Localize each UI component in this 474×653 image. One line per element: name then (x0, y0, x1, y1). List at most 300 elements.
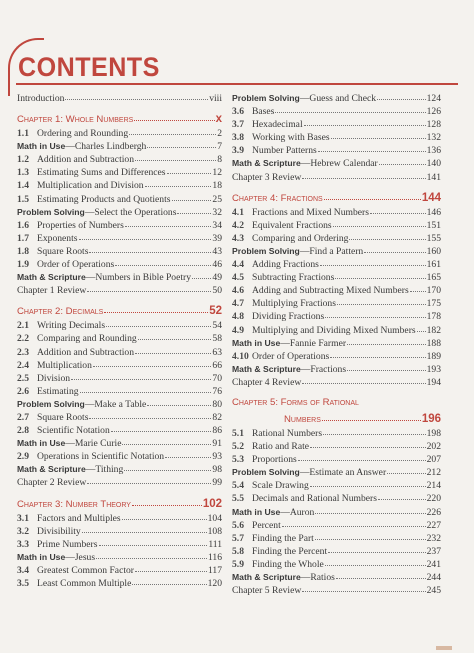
lesson-number: 5.2 (232, 441, 244, 453)
entry-title: Subtracting Fractions (252, 272, 335, 284)
page-number: 34 (212, 219, 222, 231)
entry-title: Decimals and Rational Numbers (252, 493, 377, 505)
lesson-number: 4.8 (232, 311, 244, 323)
dot-leader (328, 544, 425, 553)
entry-title: Working with Bases (252, 132, 330, 144)
entry-title: Multiplication and Division (37, 180, 144, 192)
entry-title: Adding and Subtracting Mixed Numbers (252, 285, 409, 297)
entry-title: Scientific Notation (37, 425, 110, 437)
lesson-number: 4.4 (232, 259, 244, 271)
toc-section (17, 303, 222, 489)
entry-title: Introduction (17, 93, 65, 104)
entry-title: —Make a Table (84, 398, 147, 410)
chapter-title: Chapter 5: Forms of Rational (232, 396, 359, 408)
entry-title: Square Roots (37, 245, 89, 257)
entry-title: Chapter 4 Review (232, 376, 302, 388)
dot-leader (82, 524, 207, 533)
page-number: 132 (426, 132, 441, 144)
page-number: 111 (208, 538, 222, 550)
chapter-heading[interactable] (17, 496, 222, 512)
entry-title: Properties of Numbers (37, 219, 124, 231)
entry-title: Proportions (252, 454, 297, 466)
lesson-number: 3.8 (232, 132, 244, 144)
page-number: 25 (212, 193, 222, 205)
toc-entry[interactable] (232, 310, 441, 323)
feature-label: Math & Scripture (232, 158, 301, 169)
page-number: 194 (426, 376, 441, 388)
lesson-number: 5.6 (232, 519, 244, 531)
entry-title: Writing Decimals (37, 320, 106, 332)
dot-leader (71, 371, 211, 380)
toc-section (232, 190, 441, 389)
dot-leader (322, 412, 421, 421)
lesson-number: 3.2 (17, 525, 29, 537)
lesson-number: 3.4 (17, 564, 29, 576)
page-number: 82 (212, 411, 222, 423)
feature-label: Math in Use (232, 506, 281, 517)
dot-leader (315, 531, 426, 540)
entry-title: Bases (252, 106, 275, 118)
feature-label: Problem Solving (17, 398, 85, 409)
dot-leader (135, 152, 216, 161)
toc-section (17, 111, 222, 297)
page-number: 63 (212, 346, 222, 358)
feature-label: Math & Scripture (17, 272, 86, 283)
lesson-number: 4.7 (232, 298, 244, 310)
lesson-number: 2.1 (17, 320, 29, 332)
page-number: 165 (426, 272, 441, 284)
entry-title: Least Common Multiple (37, 578, 132, 589)
entry-title: Factors and Multiples (37, 512, 121, 524)
entry-title: —Fractions (300, 363, 347, 375)
dot-leader (387, 465, 425, 474)
chapter-page-number: 196 (421, 412, 441, 425)
page-number: 136 (426, 145, 441, 157)
lesson-number: 1.5 (17, 193, 29, 205)
page-edge-mark (436, 646, 452, 650)
entry-title: —Jesus (65, 551, 96, 563)
lesson-number: 5.1 (232, 427, 244, 439)
dot-leader (135, 563, 207, 572)
dot-leader (325, 309, 425, 318)
dot-leader (337, 296, 426, 305)
page-number: 193 (426, 363, 441, 375)
page-number: 226 (426, 506, 441, 518)
page-number: 232 (426, 532, 441, 544)
entry-title: Order of Operations (37, 259, 115, 271)
page-number: 46 (212, 259, 222, 271)
lesson-number: 4.5 (232, 272, 244, 284)
feature-label: Math in Use (232, 337, 281, 348)
lesson-number: 1.2 (17, 154, 29, 166)
dot-leader (336, 570, 426, 579)
dot-leader (302, 375, 425, 384)
page-number: 93 (212, 451, 222, 463)
dot-leader (347, 336, 426, 345)
page-number: 126 (426, 106, 441, 118)
page-number: 49 (212, 272, 222, 284)
page-number: 245 (426, 585, 441, 597)
chapter-title: Chapter 2: Decimals (17, 306, 104, 318)
dot-leader (310, 478, 426, 487)
entry-title: Divisibility (37, 525, 81, 537)
entry-title: Equivalent Fractions (252, 219, 332, 231)
lesson-number: 2.3 (17, 346, 29, 358)
page-number: 128 (426, 119, 441, 131)
page-number: 170 (426, 285, 441, 297)
entry-title: Rational Numbers (252, 427, 323, 439)
toc-entry[interactable] (17, 577, 222, 590)
dot-leader (330, 349, 425, 358)
page-number: 76 (212, 385, 222, 397)
entry-title: Estimating (37, 385, 79, 397)
dot-leader (129, 126, 216, 135)
page-number: 198 (426, 427, 441, 439)
chapter-heading-continued[interactable] (232, 411, 441, 427)
dot-leader (377, 91, 426, 100)
dot-leader (318, 143, 426, 152)
page-number: 160 (426, 245, 441, 257)
page-number: 146 (426, 206, 441, 218)
dot-leader (134, 112, 214, 121)
feature-label: Problem Solving (232, 93, 300, 103)
dot-leader (79, 231, 212, 240)
toc-entry[interactable] (17, 284, 222, 297)
page-number: 220 (426, 493, 441, 505)
dot-leader (302, 170, 425, 179)
dot-leader (323, 426, 426, 435)
entry-title: Adding Fractions (252, 259, 319, 271)
entry-title: Finding the Whole (252, 558, 324, 570)
lesson-number: 5.4 (232, 480, 244, 492)
dot-leader (315, 505, 425, 514)
entry-title: Addition and Subtraction (37, 154, 134, 166)
page-number: 175 (426, 298, 441, 310)
page-number: 227 (426, 519, 441, 531)
chapter-title: Chapter 1: Whole Numbers (17, 114, 134, 126)
lesson-number: 2.9 (17, 451, 29, 463)
entry-title: —Guess and Check (299, 93, 377, 104)
chapter-page-number: 102 (202, 497, 222, 510)
feature-label: Math in Use (17, 438, 66, 449)
toc-section (17, 496, 222, 591)
dot-leader (165, 449, 211, 458)
entry-title: —Find a Pattern (299, 245, 364, 257)
lesson-number: 2.6 (17, 385, 29, 397)
entry-title: Square Roots (37, 411, 89, 423)
feature-label: Problem Solving (232, 245, 300, 256)
page-number: 120 (207, 578, 222, 589)
page-number: 12 (212, 167, 222, 179)
dot-leader (93, 358, 212, 367)
feature-label: Math in Use (17, 551, 66, 562)
entry-title: Multiplying and Dividing Mixed Numbers (252, 324, 416, 336)
page-number: 244 (426, 572, 441, 583)
lesson-number: 5.5 (232, 493, 244, 505)
entry-title: —Auron (280, 506, 315, 518)
lesson-number: 5.8 (232, 545, 244, 557)
page-number: 43 (212, 245, 222, 257)
toc-section (17, 92, 222, 105)
dot-leader (125, 218, 212, 227)
entry-title: Chapter 2 Review (17, 477, 87, 489)
page-number: 188 (426, 337, 441, 349)
entry-title: —Select the Operations (84, 206, 177, 218)
lesson-number: 1.7 (17, 232, 29, 244)
lesson-number: 4.2 (232, 219, 244, 231)
dot-leader (132, 497, 202, 506)
dot-leader (89, 244, 211, 253)
entry-title: Division (37, 372, 71, 384)
page-number: 2 (217, 128, 222, 140)
entry-title: Finding the Part (252, 532, 314, 544)
dot-leader (417, 323, 426, 332)
page-number: 8 (217, 154, 222, 166)
page-number: 151 (426, 219, 441, 231)
dot-leader (349, 231, 425, 240)
page-number: 39 (212, 232, 222, 244)
lesson-number: 3.1 (17, 512, 29, 524)
toc-section (232, 395, 441, 597)
entry-title: Comparing and Rounding (37, 333, 137, 345)
page-number: 161 (426, 259, 441, 271)
entry-title: Chapter 1 Review (17, 285, 87, 297)
lesson-number: 5.3 (232, 454, 244, 466)
lesson-number: 5.7 (232, 532, 244, 544)
lesson-number: 4.6 (232, 285, 244, 297)
toc-entry[interactable] (17, 92, 222, 105)
dot-leader (65, 91, 208, 100)
toc-entry[interactable] (17, 476, 222, 489)
page-number: 70 (212, 372, 222, 384)
page-number: 54 (212, 320, 222, 332)
lesson-number: 1.4 (17, 180, 29, 192)
page-number: 86 (212, 425, 222, 437)
dot-leader (304, 117, 426, 126)
lesson-number: 3.6 (232, 106, 244, 118)
entry-title: Ratio and Rate (252, 441, 310, 453)
entry-title: —Hebrew Calendar (300, 158, 378, 170)
entry-title: —Fannie Farmer (280, 337, 347, 349)
lesson-number: 5.9 (232, 558, 244, 570)
dot-leader (111, 423, 212, 432)
dot-leader (177, 205, 211, 214)
lesson-number: 1.8 (17, 245, 29, 257)
dot-leader (115, 257, 211, 266)
lesson-number: 4.3 (232, 232, 244, 244)
dot-leader (87, 475, 211, 484)
page-number: 32 (212, 206, 222, 218)
page-title: CONTENTS (18, 52, 160, 82)
dot-leader (135, 345, 211, 354)
dot-leader (167, 165, 212, 174)
entry-title: Scale Drawing (252, 480, 309, 492)
dot-leader (410, 283, 426, 292)
page-number: 50 (212, 285, 222, 297)
dot-leader (192, 270, 211, 279)
dot-leader (364, 244, 425, 253)
dot-leader (96, 550, 207, 559)
right-column (232, 92, 441, 597)
entry-title: Chapter 3 Review (232, 171, 302, 183)
lesson-number: 2.2 (17, 333, 29, 345)
chapter-heading[interactable] (232, 190, 441, 206)
left-column (17, 92, 222, 590)
entry-title: Multiplying Fractions (252, 298, 336, 310)
dot-leader (310, 439, 426, 448)
chapter-title-continued: Numbers (284, 413, 321, 425)
dot-leader (320, 257, 426, 266)
entry-title: Order of Operations (252, 350, 330, 362)
dot-leader (89, 410, 211, 419)
dot-leader (172, 192, 212, 201)
lesson-number: 1.6 (17, 219, 29, 231)
toc-entry[interactable] (232, 171, 441, 184)
chapter-title: Chapter 4: Fractions (232, 192, 323, 204)
page-number: 140 (426, 158, 441, 170)
dot-leader (122, 436, 211, 445)
entry-title: Multiplication (37, 359, 92, 371)
entry-title: Number Patterns (252, 145, 317, 157)
entry-title: Finding the Percent (252, 545, 328, 557)
dot-leader (379, 156, 426, 165)
page-number: 202 (426, 441, 441, 453)
page-number: 98 (212, 464, 222, 476)
lesson-number: 2.8 (17, 425, 29, 437)
entry-title: —Ratios (300, 572, 335, 583)
entry-title: —Charles Lindbergh (65, 141, 147, 153)
dot-leader (324, 191, 421, 200)
page-number: 212 (426, 467, 441, 479)
dot-leader (99, 537, 208, 546)
lesson-number: 3.9 (232, 145, 244, 157)
dot-leader (331, 130, 426, 139)
dot-leader (370, 205, 426, 214)
page-number: 108 (207, 525, 222, 537)
entry-title: Hexadecimal (252, 119, 303, 131)
page-number: 207 (426, 454, 441, 466)
page-number: 214 (426, 480, 441, 492)
chapter-page-number: 52 (209, 305, 222, 318)
page-number: 80 (212, 398, 222, 410)
entry-title: —Numbers in Bible Poetry (85, 272, 192, 284)
page-number: 241 (426, 558, 441, 570)
dot-leader (145, 178, 212, 187)
dot-leader (378, 491, 426, 500)
toc-entry[interactable] (232, 584, 441, 597)
page-number: 66 (212, 359, 222, 371)
page-number: 58 (212, 333, 222, 345)
lesson-number: 3.3 (17, 538, 29, 550)
dot-leader (122, 511, 207, 520)
entry-title: —Estimate an Answer (299, 467, 387, 479)
entry-title: Comparing and Ordering (252, 232, 349, 244)
entry-title: Operations in Scientific Notation (37, 451, 165, 463)
dot-leader (335, 270, 425, 279)
dot-leader (104, 304, 208, 313)
feature-label: Math & Scripture (232, 363, 301, 374)
page-number: 178 (426, 311, 441, 323)
dot-leader (325, 557, 426, 566)
page-number: 155 (426, 232, 441, 244)
entry-title: Estimating Products and Quotients (37, 193, 171, 205)
page-number: 117 (207, 564, 222, 576)
feature-label: Math in Use (17, 141, 66, 152)
entry-title: Prime Numbers (37, 538, 98, 550)
dot-leader (282, 518, 426, 527)
dot-leader (138, 331, 212, 340)
dot-leader (87, 283, 211, 292)
entry-title: Dividing Fractions (252, 311, 325, 323)
dot-leader (132, 576, 206, 585)
lesson-number: 2.7 (17, 411, 29, 423)
dot-leader (147, 397, 211, 406)
dot-leader (347, 362, 426, 371)
page-number: 141 (426, 171, 441, 183)
entry-title: Percent (252, 519, 281, 531)
entry-title: Addition and Subtraction (37, 346, 134, 358)
chapter-title: Chapter 3: Number Theory (17, 498, 131, 510)
page-number: 99 (212, 477, 222, 489)
page-number: 116 (207, 551, 222, 563)
page-number: 182 (426, 324, 441, 336)
lesson-number: 1.3 (17, 167, 29, 179)
entry-title: Greatest Common Factor (37, 564, 134, 576)
dot-leader (298, 452, 426, 461)
dot-leader (124, 462, 211, 471)
lesson-number: 1.1 (17, 128, 29, 140)
page-number: 124 (426, 93, 441, 104)
chapter-heading[interactable] (17, 303, 222, 319)
page-number: 104 (207, 512, 222, 524)
lesson-number: 4.10 (232, 350, 249, 362)
entry-title: Ordering and Rounding (37, 128, 129, 140)
chapter-heading[interactable] (17, 111, 222, 127)
entry-title: Chapter 5 Review (232, 585, 302, 597)
dot-leader (106, 318, 211, 327)
feature-label: Math & Scripture (232, 572, 301, 582)
lesson-number: 4.1 (232, 206, 244, 218)
entry-title: Fractions and Mixed Numbers (252, 206, 369, 218)
lesson-number: 1.9 (17, 259, 29, 271)
chapter-page-number: 144 (421, 191, 441, 204)
page-number: 237 (426, 545, 441, 557)
dot-leader (302, 583, 425, 592)
page-number: 7 (217, 141, 222, 153)
page-number: 18 (212, 180, 222, 192)
lesson-number: 4.9 (232, 324, 244, 336)
toc-section (232, 92, 441, 184)
feature-label: Math & Scripture (17, 464, 86, 475)
lesson-number: 3.5 (17, 578, 29, 589)
page-number: 91 (212, 438, 222, 450)
dot-leader (275, 104, 425, 113)
chapter-page-number: x (215, 113, 222, 126)
page-number: viii (209, 93, 222, 104)
entry-title: Exponents (37, 232, 78, 244)
lesson-number: 2.5 (17, 372, 29, 384)
dot-leader (333, 218, 426, 227)
dot-leader (80, 384, 212, 393)
lesson-number: 2.4 (17, 359, 29, 371)
entry-title: —Marie Curie (65, 438, 122, 450)
feature-label: Problem Solving (17, 206, 85, 217)
feature-label: Problem Solving (232, 467, 300, 478)
toc-entry[interactable] (232, 376, 441, 389)
dot-leader (147, 139, 216, 148)
chapter-heading[interactable] (232, 395, 441, 411)
lesson-number: 3.7 (232, 119, 244, 131)
